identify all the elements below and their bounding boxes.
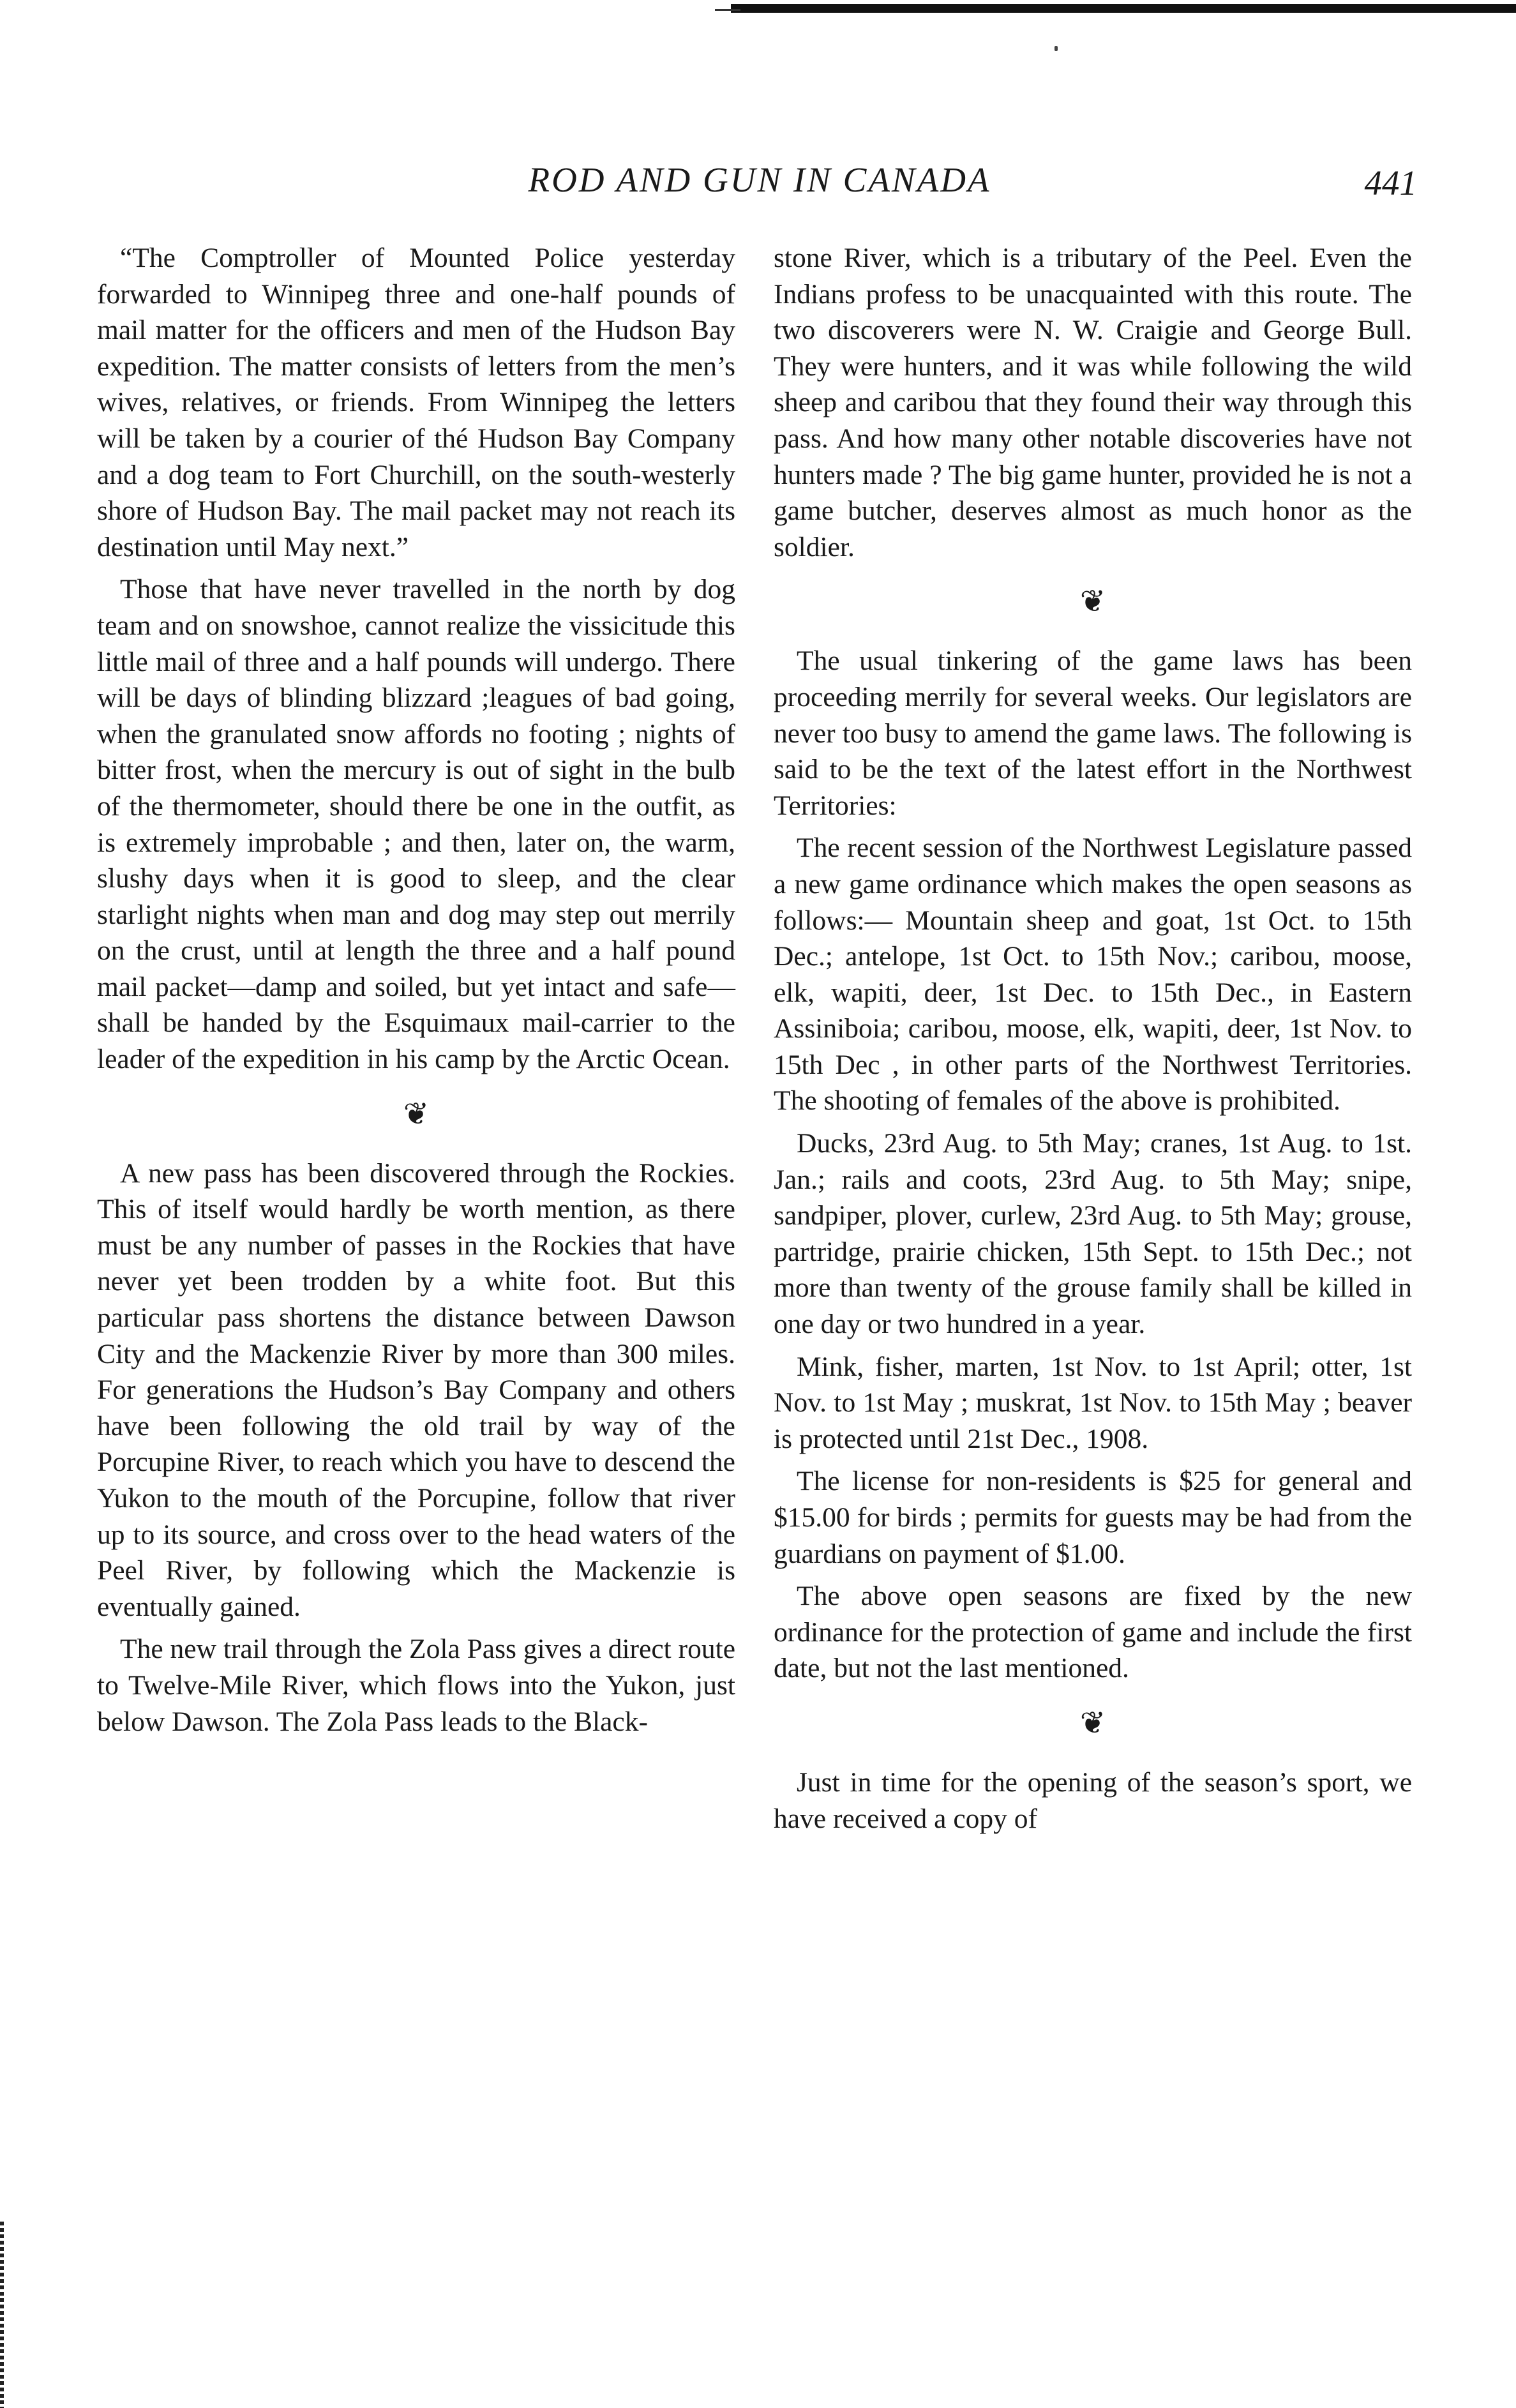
paragraph: The usual tinkering of the game laws has been proceeding merrily for several weeks. Our legislators are never too busy to amend the game laws. The following is said to be the text of the latest effort in the Northwest Territories: — [774, 645, 1412, 821]
running-head: ROD AND GUN IN CANADA — [528, 160, 991, 199]
paragraph: The new trail through the Zola Pass gives a direct route to Twelve-Mile River, which flows into the Yukon, just below Dawson. The Zola Pass leads to the Black- — [97, 1634, 735, 1737]
page-number: 441 — [1364, 163, 1417, 202]
paragraph: Ducks, 23rd Aug. to 5th May; cranes, 1st Aug. to 1st. Jan.; rails and coots, 23rd Aug. to 5th May; snipe, sandpiper, plover, curlew, 23rd Aug. to 5th May; grouse, partridge, prairie chicken, 15th Sept. to 15th Dec.; not more than twenty of the grouse family shall be killed in one day or two hundred in a year. — [774, 1128, 1412, 1340]
paragraph: The recent session of the Northwest Legislature passed a new game ordinance which makes the open seasons as follows:— Mountain sheep and goat, 1st Oct. to 15th Dec.; antelope, 1st Oct. to 15th Nov.; caribou, moose, elk, wapiti, deer, 1st Dec. to 15th Dec., in Eastern Assiniboia; caribou, moose, elk, wapiti, deer, 1st Nov. to 15th Dec , in other parts of the Northwest Territories. The shooting of females of the above is prohibited. — [774, 832, 1412, 1117]
paragraph: Just in time for the opening of the season’s sport, we have received a copy of — [774, 1766, 1412, 1834]
paragraph: A new pass has been discovered through the Rockies. This of itself would hardly be worth mention, as there must be any number of passes in the Rockies that have never yet been trodden by a white foot. But this particular pass shortens the distance between Dawson City and the Mackenzie River by more than 300 miles. For generations the Hudson’s Bay Company and others have been following the old trail by way of the Porcupine River, to reach which you have to descend the Yukon to the mouth of the Porcupine, follow that river up to its source, and cross over to the head waters of the Peel River, by following which the Mackenzie is eventually gained. — [97, 1157, 735, 1622]
paragraph: Those that have never travelled in the north by dog team and on snowshoe, cannot realize the vissicitude this little mail of three and a half pounds will undergo. There will be days of blinding blizzard ;leagues of bad going, when the granulated snow affords no footing ; nights of bitter frost, when the mercury is out of sight in the bulb of the thermometer, should there be one in the outfit, as is extremely improbable ; and then, later on, the warm, slushy days when it is good to sleep, and the clear starlight nights when man and dog may step out merrily on the crust, until at length the three and a half pound mail packet—damp and soiled, but yet intact and safe—shall be handed by the Esquimaux mail-carrier to the leader of the expedition in his camp by the Arctic Ocean. — [97, 574, 735, 1075]
paragraph: Mink, fisher, marten, 1st Nov. to 1st April; otter, 1st Nov. to 1st May ; muskrat, 1st Nov. to 15th May ; beaver is protected until 21st Dec., 1908. — [774, 1351, 1412, 1454]
paragraph: The license for non-residents is $25 for general and $15.00 for birds ; permits for guests may be had from the guardians on payment of $1.00. — [774, 1466, 1412, 1569]
paragraph: The above open seasons are fixed by the new ordinance for the protection of game and include the first date, but not the last mentioned. — [774, 1581, 1412, 1684]
paragraph: stone River, which is a tributary of the Peel. Even the Indians profess to be unacquainted with this route. The two discoverers were N. W. Craigie and George Bull. They were hunters, and it was while following the wild sheep and caribou that they found their way through this pass. And how many other notable discoveries have not hunters made ? The big game hunter, provided he is not a game butcher, deserves almost as much honor as the soldier. — [774, 243, 1412, 562]
section-ornament-icon: ❦ — [1079, 585, 1106, 619]
top-edge-rule — [731, 4, 1516, 13]
print-speck — [1054, 46, 1058, 51]
right-column — [774, 240, 1412, 1837]
left-column — [97, 240, 735, 1740]
top-edge-rule-tail — [715, 9, 740, 11]
section-ornament-icon: ❦ — [403, 1097, 430, 1131]
paragraph: “The Comptroller of Mounted Police yesterday forwarded to Winnipeg three and one-half pounds of mail matter for the officers and men of the Hudson Bay expedition. The matter consists of letters from the men’s wives, relatives, or friends. From Winnipeg the letters will be taken by a courier of thé Hudson Bay Company and a dog team to Fort Churchill, on the south-westerly shore of Hudson Bay. The mail packet may not reach its destination until May next.” — [97, 243, 735, 562]
section-ornament-icon: ❦ — [1079, 1706, 1106, 1740]
scan-edge-artifact — [0, 2222, 4, 2408]
